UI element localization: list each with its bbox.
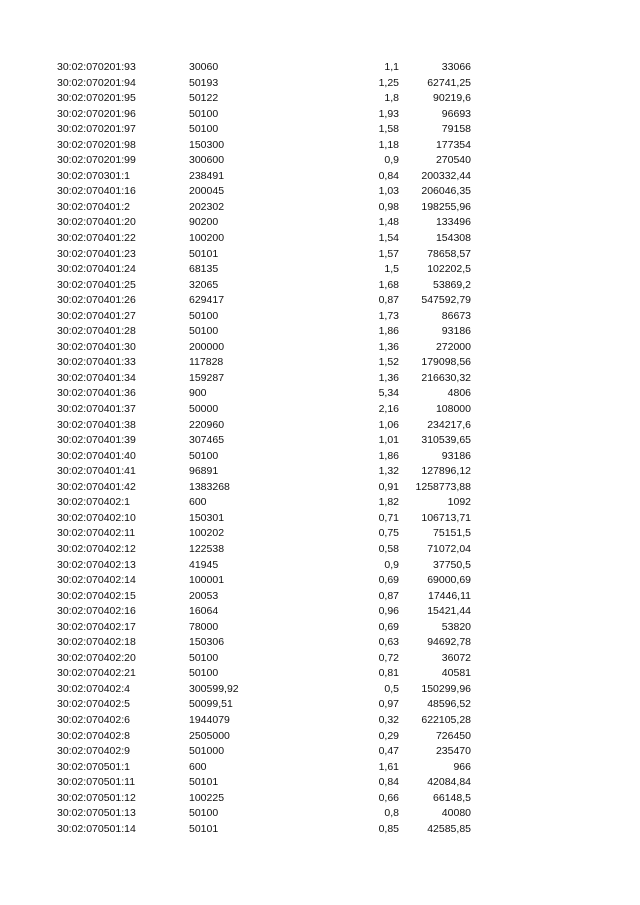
area-cell: 16064 bbox=[189, 605, 219, 618]
coefficient-cell: 0,66 bbox=[378, 791, 399, 804]
area-cell: 50101 bbox=[189, 776, 219, 789]
coefficient-cell: 0,58 bbox=[378, 542, 399, 555]
total-cell: 154308 bbox=[435, 232, 471, 245]
area-cell: 200000 bbox=[189, 340, 225, 353]
coefficient-cell: 2,16 bbox=[378, 403, 399, 416]
table-row bbox=[0, 449, 640, 465]
cadastral-number-cell: 30:02:070301:1 bbox=[57, 169, 130, 182]
total-cell: 179098,56 bbox=[421, 356, 471, 369]
cadastral-number-cell: 30:02:070401:42 bbox=[57, 480, 136, 493]
coefficient-cell: 1,06 bbox=[378, 418, 399, 431]
total-cell: 66148,5 bbox=[433, 791, 471, 804]
coefficient-cell: 1,86 bbox=[378, 325, 399, 338]
total-cell: 106713,71 bbox=[421, 511, 471, 524]
cadastral-number-cell: 30:02:070401:39 bbox=[57, 434, 136, 447]
coefficient-cell: 1,03 bbox=[378, 185, 399, 198]
area-cell: 100001 bbox=[189, 574, 225, 587]
area-cell: 629417 bbox=[189, 294, 225, 307]
cadastral-number-cell: 30:02:070402:15 bbox=[57, 589, 136, 602]
area-cell: 220960 bbox=[189, 418, 225, 431]
area-cell: 501000 bbox=[189, 745, 225, 758]
total-cell: 93186 bbox=[441, 325, 471, 338]
cadastral-number-cell: 30:02:070402:6 bbox=[57, 713, 130, 726]
table-row bbox=[0, 822, 640, 838]
total-cell: 36072 bbox=[441, 651, 471, 664]
table-row bbox=[0, 511, 640, 527]
total-cell: 48596,52 bbox=[427, 698, 471, 711]
area-cell: 307465 bbox=[189, 434, 225, 447]
total-cell: 96693 bbox=[441, 107, 471, 120]
area-cell: 32065 bbox=[189, 278, 219, 291]
table-row bbox=[0, 60, 640, 76]
total-cell: 234217,6 bbox=[427, 418, 471, 431]
cadastral-number-cell: 30:02:070402:12 bbox=[57, 542, 136, 555]
area-cell: 50100 bbox=[189, 667, 219, 680]
total-cell: 622105,28 bbox=[421, 713, 471, 726]
coefficient-cell: 0,69 bbox=[378, 620, 399, 633]
total-cell: 102202,5 bbox=[427, 263, 471, 276]
total-cell: 86673 bbox=[441, 309, 471, 322]
table-row bbox=[0, 371, 640, 387]
area-cell: 50100 bbox=[189, 309, 219, 322]
cadastral-number-cell: 30:02:070402:4 bbox=[57, 682, 130, 695]
coefficient-cell: 5,34 bbox=[378, 387, 399, 400]
table-row bbox=[0, 775, 640, 791]
cadastral-number-cell: 30:02:070401:20 bbox=[57, 216, 136, 229]
table-row bbox=[0, 402, 640, 418]
cadastral-number-cell: 30:02:070402:18 bbox=[57, 636, 136, 649]
cadastral-number-cell: 30:02:070402:10 bbox=[57, 511, 136, 524]
table-row bbox=[0, 138, 640, 154]
total-cell: 1092 bbox=[447, 496, 471, 509]
table-row bbox=[0, 169, 640, 185]
area-cell: 96891 bbox=[189, 465, 219, 478]
coefficient-cell: 1,36 bbox=[378, 371, 399, 384]
total-cell: 127896,12 bbox=[421, 465, 471, 478]
coefficient-cell: 0,63 bbox=[378, 636, 399, 649]
total-cell: 33066 bbox=[441, 61, 471, 73]
table-row bbox=[0, 682, 640, 698]
table-row bbox=[0, 589, 640, 605]
total-cell: 42084,84 bbox=[427, 776, 471, 789]
cadastral-number-cell: 30:02:070401:24 bbox=[57, 263, 136, 276]
coefficient-cell: 0,9 bbox=[384, 154, 399, 167]
total-cell: 310539,65 bbox=[421, 434, 471, 447]
cadastral-number-cell: 30:02:070501:11 bbox=[57, 776, 136, 789]
table-row bbox=[0, 697, 640, 713]
cadastral-number-cell: 30:02:070401:23 bbox=[57, 247, 136, 260]
area-cell: 50100 bbox=[189, 107, 219, 120]
coefficient-cell: 0,97 bbox=[378, 698, 399, 711]
area-cell: 900 bbox=[189, 387, 207, 400]
cadastral-number-cell: 30:02:070401:22 bbox=[57, 232, 136, 245]
total-cell: 200332,44 bbox=[421, 169, 471, 182]
area-cell: 150300 bbox=[189, 138, 225, 151]
area-cell: 50101 bbox=[189, 247, 219, 260]
total-cell: 177354 bbox=[435, 138, 471, 151]
cadastral-number-cell: 30:02:070401:37 bbox=[57, 403, 136, 416]
area-cell: 2505000 bbox=[189, 729, 230, 742]
total-cell: 40080 bbox=[441, 807, 471, 820]
table-row bbox=[0, 760, 640, 776]
cadastral-number-cell: 30:02:070401:33 bbox=[57, 356, 136, 369]
cadastral-number-cell: 30:02:070201:97 bbox=[57, 123, 136, 136]
coefficient-cell: 1,32 bbox=[378, 465, 399, 478]
coefficient-cell: 0,96 bbox=[378, 605, 399, 618]
cadastral-number-cell: 30:02:070401:41 bbox=[57, 465, 136, 478]
total-cell: 1258773,88 bbox=[415, 480, 471, 493]
coefficient-cell: 0,71 bbox=[378, 511, 399, 524]
area-cell: 150306 bbox=[189, 636, 225, 649]
table-row bbox=[0, 495, 640, 511]
table-row bbox=[0, 620, 640, 636]
table-row bbox=[0, 153, 640, 169]
cadastral-number-cell: 30:02:070201:94 bbox=[57, 76, 136, 89]
area-cell: 50100 bbox=[189, 651, 219, 664]
area-cell: 50100 bbox=[189, 807, 219, 820]
cadastral-number-cell: 30:02:070401:36 bbox=[57, 387, 136, 400]
table-row bbox=[0, 635, 640, 651]
total-cell: 93186 bbox=[441, 449, 471, 462]
coefficient-cell: 0,81 bbox=[378, 667, 399, 680]
table-row bbox=[0, 573, 640, 589]
coefficient-cell: 0,84 bbox=[378, 776, 399, 789]
data-table bbox=[0, 60, 640, 837]
coefficient-cell: 0,47 bbox=[378, 745, 399, 758]
total-cell: 108000 bbox=[435, 403, 471, 416]
cadastral-number-cell: 30:02:070401:30 bbox=[57, 340, 136, 353]
cadastral-number-cell: 30:02:070401:25 bbox=[57, 278, 136, 291]
total-cell: 79158 bbox=[441, 123, 471, 136]
coefficient-cell: 1,61 bbox=[378, 760, 399, 773]
coefficient-cell: 1,93 bbox=[378, 107, 399, 120]
area-cell: 68135 bbox=[189, 263, 219, 276]
total-cell: 547592,79 bbox=[421, 294, 471, 307]
cadastral-number-cell: 30:02:070201:95 bbox=[57, 92, 136, 105]
cadastral-number-cell: 30:02:070401:34 bbox=[57, 371, 136, 384]
area-cell: 100202 bbox=[189, 527, 225, 540]
coefficient-cell: 0,91 bbox=[378, 480, 399, 493]
table-row bbox=[0, 184, 640, 200]
total-cell: 53869,2 bbox=[433, 278, 471, 291]
area-cell: 600 bbox=[189, 760, 207, 773]
area-cell: 159287 bbox=[189, 371, 225, 384]
area-cell: 50101 bbox=[189, 822, 219, 835]
area-cell: 1944079 bbox=[189, 713, 230, 726]
coefficient-cell: 1,01 bbox=[378, 434, 399, 447]
total-cell: 272000 bbox=[435, 340, 471, 353]
cadastral-number-cell: 30:02:070401:26 bbox=[57, 294, 136, 307]
total-cell: 40581 bbox=[441, 667, 471, 680]
table-row bbox=[0, 651, 640, 667]
area-cell: 50099,51 bbox=[189, 698, 233, 711]
coefficient-cell: 1,36 bbox=[378, 340, 399, 353]
table-row bbox=[0, 729, 640, 745]
coefficient-cell: 1,52 bbox=[378, 356, 399, 369]
coefficient-cell: 0,87 bbox=[378, 294, 399, 307]
cadastral-number-cell: 30:02:070201:98 bbox=[57, 138, 136, 151]
total-cell: 235470 bbox=[435, 745, 471, 758]
table-row bbox=[0, 744, 640, 760]
total-cell: 62741,25 bbox=[427, 76, 471, 89]
cadastral-number-cell: 30:02:070402:16 bbox=[57, 605, 136, 618]
table-row bbox=[0, 713, 640, 729]
coefficient-cell: 1,68 bbox=[378, 278, 399, 291]
table-row bbox=[0, 247, 640, 263]
cadastral-number-cell: 30:02:070402:8 bbox=[57, 729, 130, 742]
table-row bbox=[0, 355, 640, 371]
area-cell: 50100 bbox=[189, 449, 219, 462]
table-row bbox=[0, 791, 640, 807]
total-cell: 726450 bbox=[435, 729, 471, 742]
table-row bbox=[0, 215, 640, 231]
table-row bbox=[0, 309, 640, 325]
cadastral-number-cell: 30:02:070201:99 bbox=[57, 154, 136, 167]
table-row bbox=[0, 122, 640, 138]
total-cell: 15421,44 bbox=[427, 605, 471, 618]
cadastral-number-cell: 30:02:070402:11 bbox=[57, 527, 136, 540]
coefficient-cell: 1,5 bbox=[384, 263, 399, 276]
table-row bbox=[0, 806, 640, 822]
coefficient-cell: 1,82 bbox=[378, 496, 399, 509]
coefficient-cell: 0,69 bbox=[378, 574, 399, 587]
total-cell: 75151,5 bbox=[433, 527, 471, 540]
total-cell: 150299,96 bbox=[421, 682, 471, 695]
cadastral-number-cell: 30:02:070401:2 bbox=[57, 200, 130, 213]
coefficient-cell: 1,18 bbox=[378, 138, 399, 151]
cadastral-number-cell: 30:02:070501:1 bbox=[57, 760, 130, 773]
table-row bbox=[0, 76, 640, 92]
coefficient-cell: 1,57 bbox=[378, 247, 399, 260]
coefficient-cell: 1,86 bbox=[378, 449, 399, 462]
area-cell: 100200 bbox=[189, 232, 225, 245]
table-row bbox=[0, 278, 640, 294]
area-cell: 600 bbox=[189, 496, 207, 509]
cadastral-number-cell: 30:02:070501:14 bbox=[57, 822, 136, 835]
cadastral-number-cell: 30:02:070401:28 bbox=[57, 325, 136, 338]
cadastral-number-cell: 30:02:070402:20 bbox=[57, 651, 136, 664]
area-cell: 202302 bbox=[189, 200, 225, 213]
table-row bbox=[0, 340, 640, 356]
total-cell: 69000,69 bbox=[427, 574, 471, 587]
area-cell: 150301 bbox=[189, 511, 225, 524]
coefficient-cell: 1,8 bbox=[384, 92, 399, 105]
coefficient-cell: 0,84 bbox=[378, 169, 399, 182]
coefficient-cell: 0,29 bbox=[378, 729, 399, 742]
table-row bbox=[0, 386, 640, 402]
table-row bbox=[0, 526, 640, 542]
table-row bbox=[0, 418, 640, 434]
coefficient-cell: 0,9 bbox=[384, 558, 399, 571]
area-cell: 30060 bbox=[189, 61, 219, 73]
table-row bbox=[0, 324, 640, 340]
total-cell: 17446,11 bbox=[427, 589, 471, 602]
cadastral-number-cell: 30:02:070401:38 bbox=[57, 418, 136, 431]
table-row bbox=[0, 231, 640, 247]
table-row bbox=[0, 480, 640, 496]
area-cell: 50193 bbox=[189, 76, 219, 89]
coefficient-cell: 1,73 bbox=[378, 309, 399, 322]
total-cell: 53820 bbox=[441, 620, 471, 633]
total-cell: 71072,04 bbox=[427, 542, 471, 555]
coefficient-cell: 1,25 bbox=[378, 76, 399, 89]
coefficient-cell: 1,1 bbox=[384, 61, 399, 73]
area-cell: 50100 bbox=[189, 123, 219, 136]
coefficient-cell: 0,32 bbox=[378, 713, 399, 726]
cadastral-number-cell: 30:02:070401:16 bbox=[57, 185, 136, 198]
area-cell: 1383268 bbox=[189, 480, 230, 493]
area-cell: 300599,92 bbox=[189, 682, 239, 695]
coefficient-cell: 1,54 bbox=[378, 232, 399, 245]
cadastral-number-cell: 30:02:070402:9 bbox=[57, 745, 130, 758]
coefficient-cell: 0,98 bbox=[378, 200, 399, 213]
area-cell: 90200 bbox=[189, 216, 219, 229]
total-cell: 966 bbox=[453, 760, 471, 773]
total-cell: 78658,57 bbox=[427, 247, 471, 260]
coefficient-cell: 0,72 bbox=[378, 651, 399, 664]
cadastral-number-cell: 30:02:070401:27 bbox=[57, 309, 136, 322]
area-cell: 50000 bbox=[189, 403, 219, 416]
area-cell: 300600 bbox=[189, 154, 225, 167]
total-cell: 216630,32 bbox=[421, 371, 471, 384]
total-cell: 198255,96 bbox=[421, 200, 471, 213]
cadastral-number-cell: 30:02:070201:93 bbox=[57, 61, 136, 73]
total-cell: 133496 bbox=[435, 216, 471, 229]
cadastral-number-cell: 30:02:070402:17 bbox=[57, 620, 136, 633]
table-row bbox=[0, 558, 640, 574]
table-row bbox=[0, 200, 640, 216]
coefficient-cell: 0,5 bbox=[384, 682, 399, 695]
area-cell: 117828 bbox=[189, 356, 224, 369]
cadastral-number-cell: 30:02:070501:13 bbox=[57, 807, 136, 820]
table-row bbox=[0, 293, 640, 309]
area-cell: 50122 bbox=[189, 92, 219, 105]
coefficient-cell: 0,75 bbox=[378, 527, 399, 540]
table-row bbox=[0, 107, 640, 123]
coefficient-cell: 0,87 bbox=[378, 589, 399, 602]
cadastral-number-cell: 30:02:070402:5 bbox=[57, 698, 130, 711]
area-cell: 100225 bbox=[189, 791, 225, 804]
total-cell: 37750,5 bbox=[433, 558, 471, 571]
area-cell: 122538 bbox=[189, 542, 225, 555]
cadastral-number-cell: 30:02:070402:21 bbox=[57, 667, 136, 680]
total-cell: 90219,6 bbox=[433, 92, 471, 105]
area-cell: 78000 bbox=[189, 620, 219, 633]
area-cell: 20053 bbox=[189, 589, 219, 602]
cadastral-number-cell: 30:02:070402:1 bbox=[57, 496, 130, 509]
table-row bbox=[0, 542, 640, 558]
cadastral-number-cell: 30:02:070402:14 bbox=[57, 574, 136, 587]
total-cell: 4806 bbox=[447, 387, 471, 400]
cadastral-number-cell: 30:02:070501:12 bbox=[57, 791, 136, 804]
coefficient-cell: 1,48 bbox=[378, 216, 399, 229]
area-cell: 50100 bbox=[189, 325, 219, 338]
area-cell: 41945 bbox=[189, 558, 219, 571]
total-cell: 94692,78 bbox=[427, 636, 471, 649]
coefficient-cell: 0,8 bbox=[384, 807, 399, 820]
coefficient-cell: 1,58 bbox=[378, 123, 399, 136]
cadastral-number-cell: 30:02:070402:13 bbox=[57, 558, 136, 571]
coefficient-cell: 0,85 bbox=[378, 822, 399, 835]
cadastral-number-cell: 30:02:070401:40 bbox=[57, 449, 136, 462]
total-cell: 42585,85 bbox=[427, 822, 471, 835]
cadastral-number-cell: 30:02:070201:96 bbox=[57, 107, 136, 120]
table-row bbox=[0, 604, 640, 620]
table-row bbox=[0, 666, 640, 682]
table-row bbox=[0, 464, 640, 480]
total-cell: 206046,35 bbox=[421, 185, 471, 198]
table-row bbox=[0, 262, 640, 278]
table-row bbox=[0, 91, 640, 107]
total-cell: 270540 bbox=[435, 154, 471, 167]
table-row bbox=[0, 433, 640, 449]
area-cell: 200045 bbox=[189, 185, 225, 198]
area-cell: 238491 bbox=[189, 169, 225, 182]
